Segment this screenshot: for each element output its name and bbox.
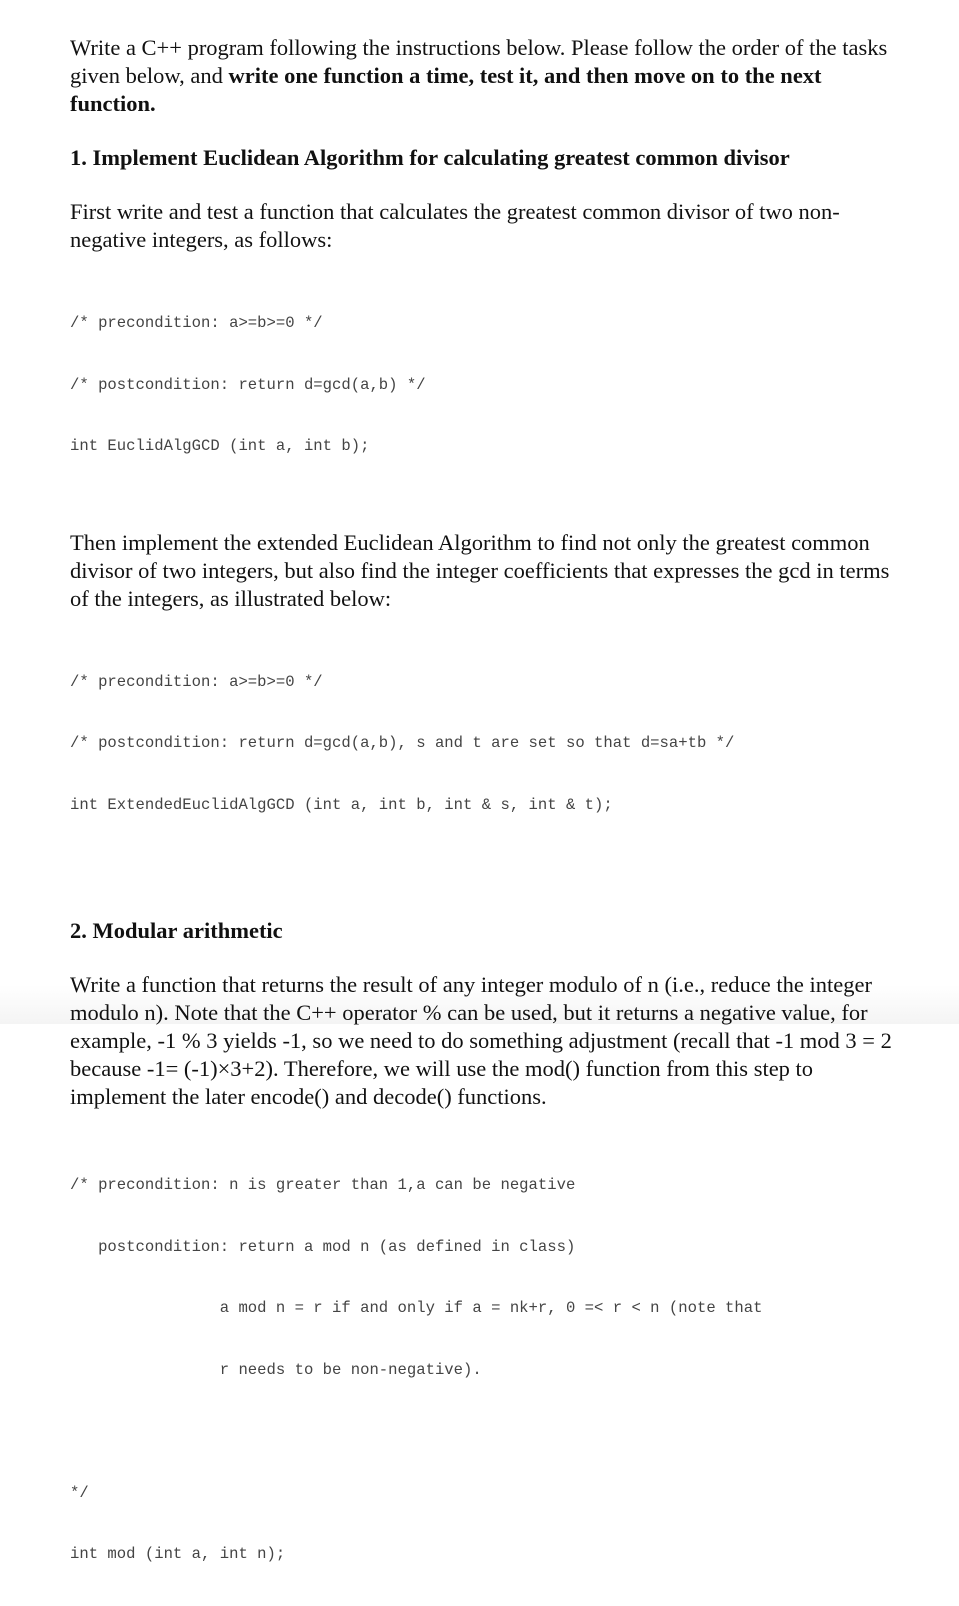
code-line: int ExtendedEuclidAlgGCD (int a, int b, int & s, int & t); [70, 795, 613, 814]
intro-bold-text: write one function a time, test it, and then move on to the next function. [70, 63, 822, 116]
intro-text: Write a C++ program following the instructions below. Please follow the order of the tasks given below, and [70, 35, 888, 88]
section-1-paragraph-2: Then implement the extended Euclidean Algorithm to find not only the greatest common divisor of two integers, but also find the integer coefficients that expresses the gcd in terms of the integers, as illustrated below: [70, 529, 890, 611]
code-line: r needs to be non-negative). [70, 1360, 482, 1379]
document-content [70, 34, 920, 1606]
code-line: /* postcondition: return d=gcd(a,b) */ [70, 375, 426, 394]
code-line: /* precondition: a>=b>=0 */ [70, 314, 323, 332]
code-block-extended-euclid [70, 631, 920, 857]
code-line: /* precondition: n is greater than 1,a can be negative [70, 1176, 576, 1194]
section-1-heading: 1. Implement Euclidean Algorithm for calculating greatest common divisor [70, 145, 790, 170]
code-line: /* postcondition: return d=gcd(a,b), s and t are set so that d=sa+tb */ [70, 734, 735, 752]
intro-paragraph [70, 34, 910, 118]
section-2-paragraph-1: Write a function that returns the result of any integer modulo of n (i.e., reduce the integer modulo n). Note that the C++ operator % can be used, but it returns a negative value, for example, -1 % 3 yields -1, so we need to do something adjustment (recall that -1 mod 3 = 2 because -1= (-1)×3+2). Therefore, we will use the mod() function from this step to implement the later encode() and decode() functions. [70, 972, 892, 1109]
code-line: postcondition: return a mod n (as defined in class) [70, 1237, 576, 1256]
section-2-heading: 2. Modular arithmetic [70, 918, 283, 943]
code-block-euclid-gcd [70, 272, 920, 498]
code-line: */ [70, 1483, 89, 1502]
code-line: int EuclidAlgGCD (int a, int b); [70, 437, 370, 455]
code-block-mod [70, 1134, 920, 1606]
section-1-paragraph-1: First write and test a function that calculates the greatest common divisor of two non-negative integers, as follows: [70, 199, 840, 252]
code-line [70, 1421, 920, 1442]
code-line: int mod (int a, int n); [70, 1545, 286, 1563]
code-line: a mod n = r if and only if a = nk+r, 0 =< r < n (note that [70, 1299, 763, 1317]
code-line: /* precondition: a>=b>=0 */ [70, 672, 323, 691]
